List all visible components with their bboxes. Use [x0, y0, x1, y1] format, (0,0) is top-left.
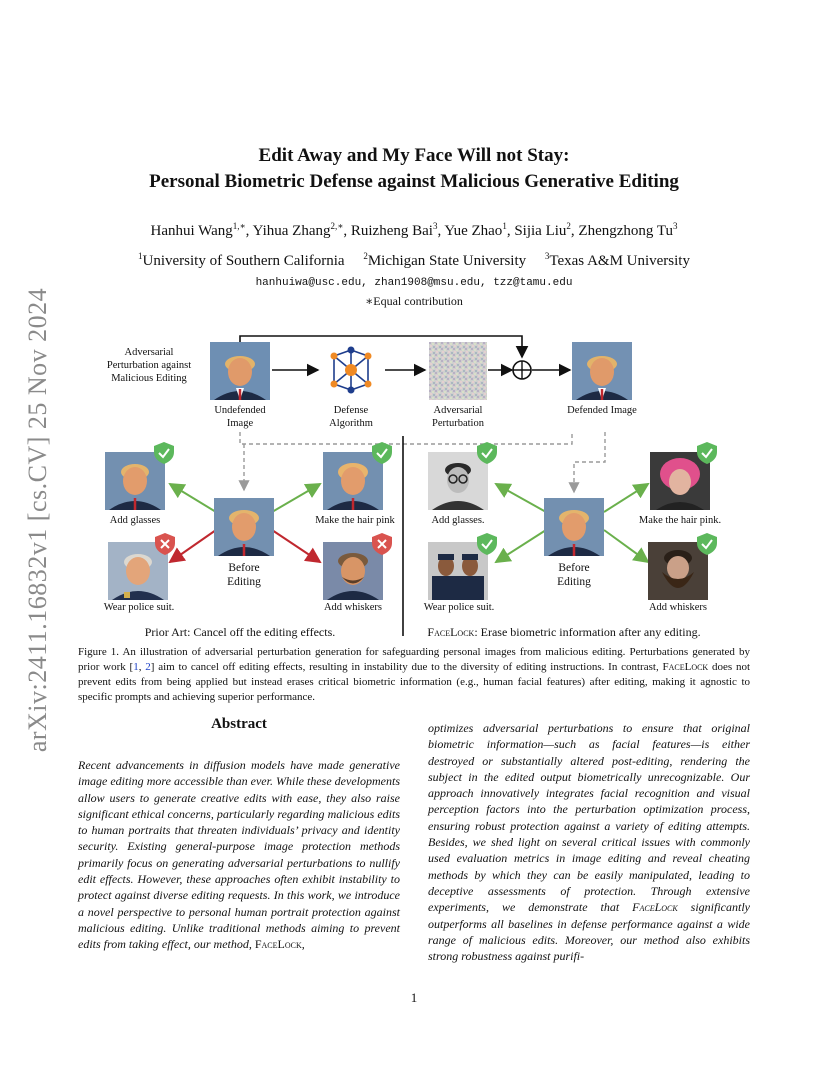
shield-check-icon [371, 441, 393, 465]
left-glasses-label: Add glasses [109, 515, 161, 526]
portrait-right-before [544, 498, 604, 556]
method-name: FaceLock [632, 900, 678, 915]
figure-caption: Figure 1. An illustration of adversarial perturbation generation for safeguarding personal images from malicious editing. Perturbations generated by prior work [1, 2] aim to cancel off editing effects, resulting in instability due to the diversity of editing instructions. In contrast, FaceLock does not prevent edits from being applied but instead erases critical biometric information (e.g., human facial features) after editing, making it agnostic to specific prompts and achieving superior performance. [78, 646, 751, 703]
sum-node-icon [513, 361, 531, 379]
algorithm-label: Defense Algorithm [329, 405, 373, 429]
shield-check-icon [696, 441, 718, 465]
portrait-left-before [214, 498, 274, 556]
shield-check-icon [696, 532, 718, 556]
right-before-label: Before Editing [557, 562, 591, 588]
left-before-label: Before Editing [227, 562, 261, 588]
left-hair-label: Make the hair pink [315, 515, 395, 526]
dashed-feed-right [574, 432, 605, 492]
right-panel-footer: FaceLock: Erase biometric information after any editing. [427, 625, 701, 639]
author-list: Hanhui Wang$^{1,∗}$, Yihua Zhang$^{2,∗}$, Ruizheng Bai$^3$, Yue Zhao$^1$, Sijia Liu$^2$, Zhengzhong Tu$^3$ [150, 221, 678, 239]
method-name: FaceLock [427, 625, 475, 639]
undefended-label: Undefended Image [214, 405, 266, 429]
left-whiskers-label: Add whiskers [323, 602, 383, 613]
title-line-2: Personal Biometric Defense against Malicious Generative Editing [149, 171, 679, 192]
arxiv-id: arXiv:2411.16832v1 [cs.CV] 25 Nov 2024 [23, 287, 52, 753]
citation-link[interactable]: 2 [145, 661, 151, 673]
method-name: FaceLock [662, 661, 709, 673]
author-emails: hanhuiwa@usc.edu, zhan1908@msu.edu, tzz@tamu.edu [255, 277, 573, 289]
shield-cross-icon [371, 532, 393, 556]
affiliation: $^1$University of Southern California [138, 251, 345, 269]
shield-check-icon [476, 441, 498, 465]
author: Zhengzhong Tu$^3$ [578, 221, 678, 239]
left-panel-footer: Prior Art: Cancel off the editing effects. [144, 625, 336, 639]
right-whiskers-label: Add whiskers [648, 602, 708, 613]
shield-cross-icon [154, 532, 176, 556]
left-police-label: Wear police suit. [103, 602, 175, 613]
portrait-defended [572, 342, 632, 400]
right-police-label: Wear police suit. [423, 602, 495, 613]
author: Sijia Liu$^2$ [514, 221, 571, 239]
author: Hanhui Wang$^{1,∗}$ [150, 221, 246, 239]
affiliation: $^3$Texas A&M University [544, 251, 690, 269]
author: Yihua Zhang$^{2,∗}$ [252, 221, 344, 239]
perturbation-noise [429, 342, 487, 400]
abstract-right-column: optimizes adversarial perturbations to ensure that original biometric information—such as facial features—is either destroyed or substantially altered post-editing, rendering the subject in the edited output biometrically unrecognizable. Our approach innovatively integrates facial recognition and visual perception factors into the perturbation optimization process, ensuring robust protection against a variety of editing attempts. Besides, we shed light on several critical issues with commonly used evaluation metrics in image editing and reveal cheating methods by which they can be easily manipulated, leading to deceptive assessments of protection. Through extensive experiments, we demonstrate that FaceLock significantly outperforms all baselines in defense performance against a wide range of malicious edits. Moreover, our method also exhibits strong robustness against purifi- [428, 721, 750, 964]
right-glasses-label: Add glasses. [431, 515, 485, 526]
page-number: 1 [410, 990, 418, 1005]
method-name: FaceLock [254, 937, 302, 952]
shield-check-icon [153, 441, 175, 465]
shield-check-icon [476, 532, 498, 556]
author: Yue Zhao$^1$ [444, 221, 507, 239]
neural-network-icon [326, 346, 376, 394]
dashed-feed-left [240, 432, 572, 444]
equal-contribution-note: ∗Equal contribution [365, 294, 463, 308]
citation-link[interactable]: 1 [133, 661, 139, 673]
intro-label: Adversarial Perturbation against Malicious Editing [106, 347, 192, 384]
abstract-heading: Abstract [211, 716, 267, 732]
title-line-1: Edit Away and My Face Will not Stay: [258, 145, 570, 166]
portrait-undefended [210, 342, 270, 400]
perturbation-label: Adversarial Perturbation [432, 405, 484, 429]
author: Ruizheng Bai$^3$ [350, 221, 438, 239]
right-hair-label: Make the hair pink. [638, 515, 722, 526]
abstract-left-column: Recent advancements in diffusion models have made generative image editing more accessible than ever. While these developments allow users to generate creative edits with ease, they also raise significant ethical concerns, particularly regarding malicious edits to human portraits that threaten individuals’ privacy and identity security. Existing general-purpose image protection methods primarily focus on generating adversarial perturbations to nullify edit effects. However, these approaches often exhibit instability to protect against diverse editing requests. In this work, we introduce a novel perspective to personal human portrait protection against malicious editing. Unlike traditional methods aiming to prevent edits from taking effect, our method, FaceLock, [78, 758, 400, 952]
defended-label: Defended Image [567, 405, 637, 416]
affiliation: $^2$Michigan State University [363, 251, 527, 269]
